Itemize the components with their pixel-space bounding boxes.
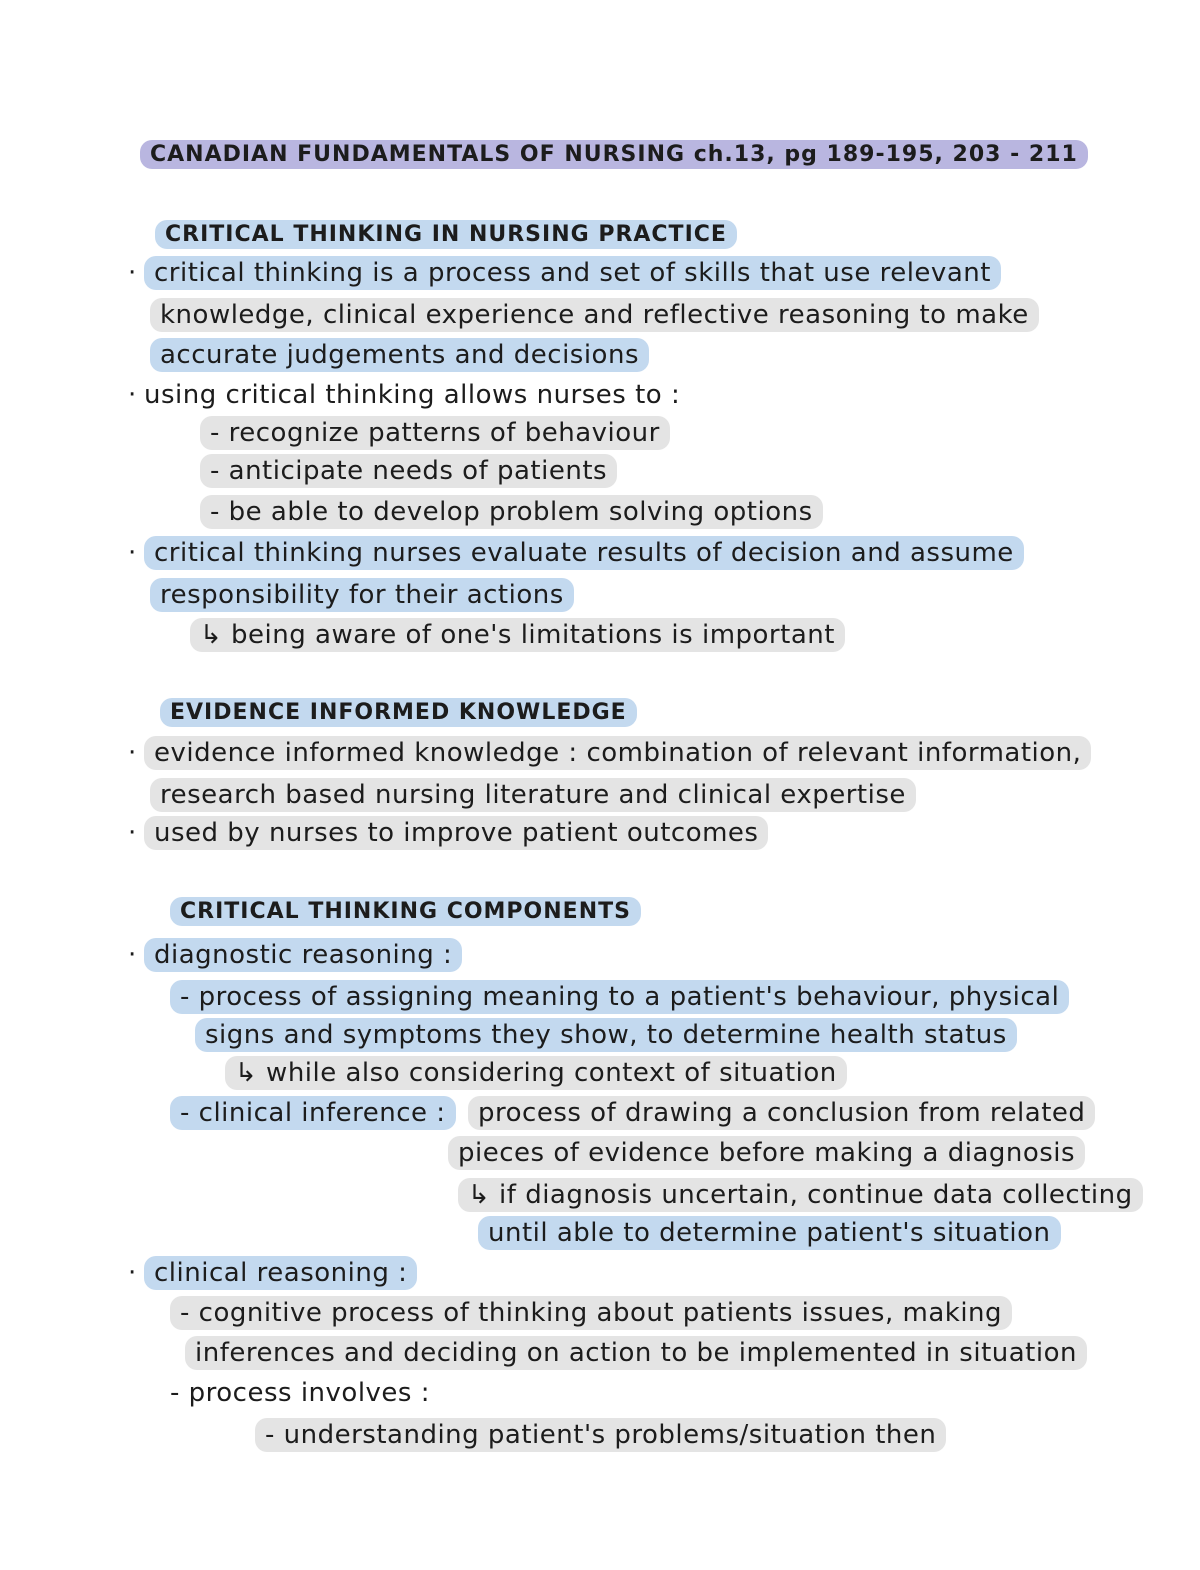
bullet-dot: · bbox=[128, 1258, 137, 1288]
arrow-note: ↳ while also considering context of situation bbox=[225, 1058, 847, 1088]
bullet-dot: · bbox=[128, 818, 137, 848]
section-heading-critical-thinking: CRITICAL THINKING IN NURSING PRACTICE bbox=[155, 220, 737, 250]
sub-item: - be able to develop problem solving options bbox=[200, 497, 823, 527]
text-line: until able to determine patient's situation bbox=[478, 1218, 1061, 1248]
section-heading-evidence: EVIDENCE INFORMED KNOWLEDGE bbox=[160, 698, 637, 728]
text-line: responsibility for their actions bbox=[150, 580, 574, 610]
bullet-dot: · bbox=[128, 538, 137, 568]
text-line: knowledge, clinical experience and reflective reasoning to make bbox=[150, 300, 1039, 330]
text-line: inferences and deciding on action to be implemented in situation bbox=[185, 1338, 1087, 1368]
bullet-line: · clinical reasoning : bbox=[128, 1258, 417, 1288]
sub-item: - clinical inference : bbox=[170, 1098, 456, 1128]
bullet-dot: · bbox=[128, 940, 137, 970]
text-line: signs and symptoms they show, to determine health status bbox=[195, 1020, 1017, 1050]
bullet-dot: · bbox=[128, 380, 137, 410]
arrow-note: ↳ being aware of one's limitations is important bbox=[190, 620, 845, 650]
text-line: research based nursing literature and clinical expertise bbox=[150, 780, 916, 810]
section-heading-components: CRITICAL THINKING COMPONENTS bbox=[170, 897, 641, 927]
bullet-line: · evidence informed knowledge : combination of relevant information, bbox=[128, 738, 1091, 768]
sub-item: - cognitive process of thinking about patients issues, making bbox=[170, 1298, 1012, 1328]
sub-item: - process of assigning meaning to a patient's behaviour, physical bbox=[170, 982, 1069, 1012]
sub-item: - process involves : bbox=[170, 1378, 430, 1408]
sub-item: - understanding patient's problems/situation then bbox=[255, 1420, 946, 1450]
sub-item: - recognize patterns of behaviour bbox=[200, 418, 670, 448]
bullet-line: · using critical thinking allows nurses to : bbox=[128, 380, 681, 410]
bullet-line: · diagnostic reasoning : bbox=[128, 940, 462, 970]
text-line: accurate judgements and decisions bbox=[150, 340, 649, 370]
bullet-dot: · bbox=[128, 258, 137, 288]
bullet-dot: · bbox=[128, 738, 137, 768]
text-line: pieces of evidence before making a diagnosis bbox=[448, 1138, 1085, 1168]
bullet-line: · used by nurses to improve patient outcomes bbox=[128, 818, 768, 848]
sub-item: - anticipate needs of patients bbox=[200, 456, 617, 486]
bullet-line: · critical thinking nurses evaluate results of decision and assume bbox=[128, 538, 1024, 568]
page-title: CANADIAN FUNDAMENTALS OF NURSING ch.13, pg 189-195, 203 - 211 bbox=[140, 140, 1088, 170]
arrow-note: ↳ if diagnosis uncertain, continue data collecting bbox=[458, 1180, 1143, 1210]
bullet-line: · critical thinking is a process and set of skills that use relevant bbox=[128, 258, 1001, 288]
text-line: process of drawing a conclusion from related bbox=[468, 1098, 1095, 1128]
